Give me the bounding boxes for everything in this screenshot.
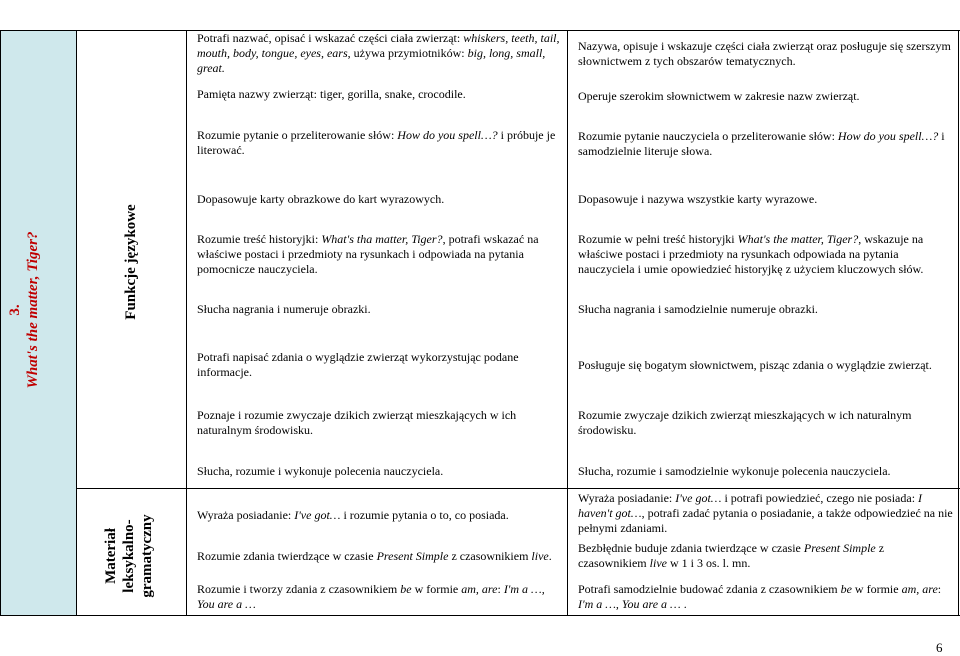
category-material-line1: Materiał bbox=[103, 528, 119, 584]
basic-requirement-body-parts: Potrafi nazwać, opisać i wskazać części ciała zwierząt: whiskers, teeth, tail, mouth, body, tongue, eyes, ears, używa przymiotników: big, long, small, great. bbox=[197, 31, 560, 75]
unit-label bbox=[6, 200, 46, 420]
table-border-right bbox=[958, 30, 959, 616]
basic-requirement-listening: Słucha nagrania i numeruje obrazki. bbox=[197, 302, 371, 316]
advanced-requirement-commands: Słucha, rozumie i samodzielnie wykonuje polecenia nauczyciela. bbox=[578, 464, 891, 478]
column-divider-category bbox=[186, 30, 187, 616]
category-material bbox=[102, 496, 160, 616]
basic-requirement-animal-names: Pamięta nazwy zwierząt: tiger, gorilla, snake, crocodile. bbox=[197, 87, 466, 101]
basic-requirement-commands: Słucha, rozumie i wykonuje polecenia nauczyciela. bbox=[197, 464, 444, 478]
advanced-requirement-listening: Słucha nagrania i samodzielnie numeruje obrazki. bbox=[578, 302, 818, 316]
basic-requirement-verb-be: Rozumie i tworzy zdania z czasownikiem be w formie am, are: I'm a …, You are a … bbox=[197, 582, 545, 611]
advanced-requirement-habits: Rozumie zwyczaje dzikich zwierząt mieszkających w ich naturalnym środowisku. bbox=[578, 408, 912, 437]
basic-requirement-present-simple: Rozumie zdania twierdzące w czasie Present Simple z czasownikiem live. bbox=[197, 549, 552, 563]
table-divider-functions-material bbox=[76, 488, 960, 489]
basic-requirement-story: Rozumie treść historyjki: What's tha matter, Tiger?, potrafi wskazać na właściwe postaci i przedmioty na rysunkach i odpowiada na pytania pomocnicze nauczyciela. bbox=[197, 232, 539, 276]
unit-title: What's the matter, Tiger? bbox=[25, 231, 41, 389]
unit-number: 3. bbox=[7, 304, 23, 316]
category-functions: Funkcje językowe bbox=[123, 204, 139, 320]
basic-requirement-writing: Potrafi napisać zdania o wyglądzie zwierząt wykorzystując podane informacje. bbox=[197, 350, 519, 379]
basic-requirement-habits: Poznaje i rozumie zwyczaje dzikich zwierząt mieszkających w ich naturalnym środowisku. bbox=[197, 408, 517, 437]
advanced-requirement-present-simple: Bezbłędnie buduje zdania twierdzące w czasie Present Simple z czasownikiem live w 1 i 3 os. l. mn. bbox=[578, 541, 885, 570]
basic-requirement-spelling: Rozumie pytanie o przeliterowanie słów: How do you spell…? i próbuje je literować. bbox=[197, 128, 556, 157]
advanced-requirement-animal-names: Operuje szerokim słownictwem w zakresie nazw zwierząt. bbox=[578, 89, 860, 103]
table-border-left bbox=[0, 30, 1, 616]
category-material-line2: leksykalno- bbox=[121, 519, 137, 593]
advanced-requirement-possession: Wyraża posiadanie: I've got… i potrafi powiedzieć, czego nie posiada: I haven't got…, potrafi zadać pytania o posiadanie, a także odpowiedzieć na nie pełnymi zdaniami. bbox=[578, 491, 953, 535]
column-divider-unit bbox=[76, 30, 77, 616]
basic-requirement-cards: Dopasowuje karty obrazkowe do kart wyrazowych. bbox=[197, 192, 445, 206]
page-number: 6 bbox=[936, 640, 943, 655]
column-divider-levels bbox=[567, 30, 568, 616]
advanced-requirement-story: Rozumie w pełni treść historyjki What's the matter, Tiger?, wskazuje na właściwe postaci i przedmioty na rysunkach odpowiada na pytania nauczyciela i umie opowiedzieć historyjkę z użyciem kluczowych słów. bbox=[578, 232, 924, 276]
advanced-requirement-spelling: Rozumie pytanie nauczyciela o przeliterowanie słów: How do you spell…? i samodzielnie literuje słowa. bbox=[578, 129, 945, 158]
basic-requirement-possession: Wyraża posiadanie: I've got… i rozumie pytania o to, co posiada. bbox=[197, 508, 509, 522]
advanced-requirement-verb-be: Potrafi samodzielnie budować zdania z czasownikiem be w formie am, are: I'm a …, You are a … . bbox=[578, 582, 942, 611]
advanced-requirement-writing: Posługuje się bogatym słownictwem, pisząc zdania o wyglądzie zwierząt. bbox=[578, 358, 932, 372]
category-material-line3: gramatyczny bbox=[139, 514, 155, 598]
advanced-requirement-cards: Dopasowuje i nazywa wszystkie karty wyrazowe. bbox=[578, 192, 818, 206]
advanced-requirement-body-parts: Nazywa, opisuje i wskazuje części ciała zwierząt oraz posługuje się szerszym słownictwem z tych obszarów tematycznych. bbox=[578, 39, 951, 68]
